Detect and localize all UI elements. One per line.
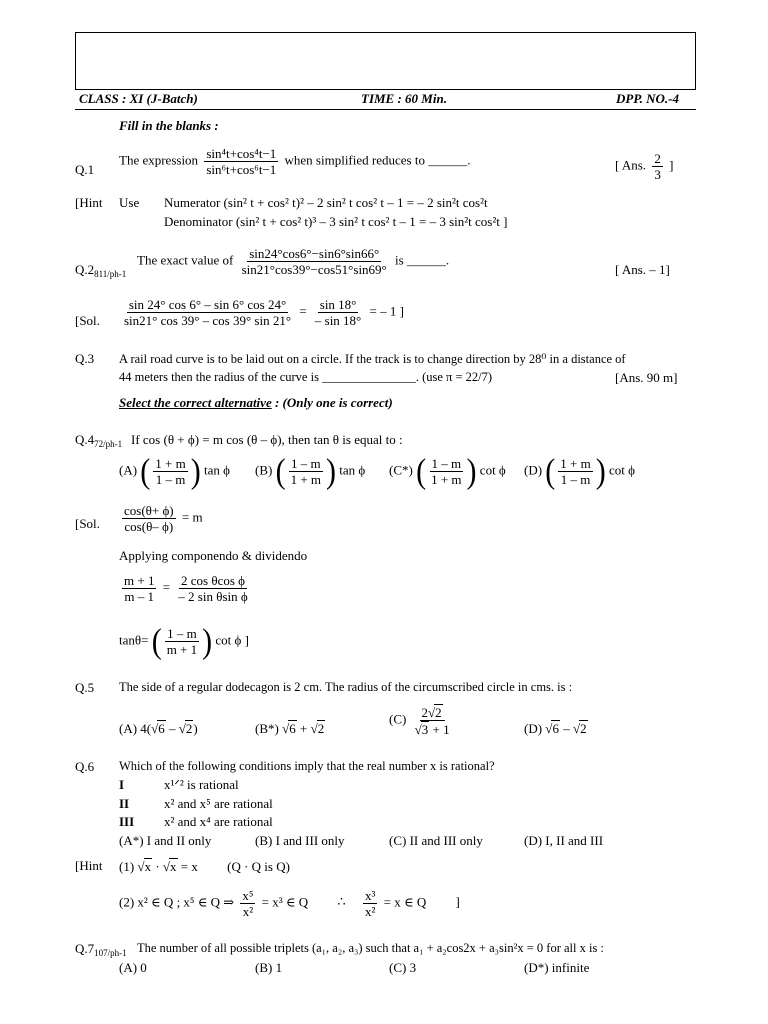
q4-opt-d-label: (D) — [524, 462, 543, 478]
hint1-label: [Hint — [75, 195, 103, 210]
hint6-l2f: ] — [455, 894, 460, 910]
q4-opt-c-num: 1 – m — [431, 456, 462, 471]
hint1-line2: Denominator (sin² t + cos² t)³ – 3 sin² t cos² t – 1 = – 3 sin²t cos²t ] — [164, 214, 508, 229]
q1-fraction — [204, 146, 278, 177]
q1-ans-num: 2 — [654, 151, 661, 166]
q4-text: If cos (θ + ϕ) = m cos (θ – ϕ), then tan θ is equal to : — [131, 432, 403, 447]
q1-answer — [615, 151, 673, 182]
q4-opt-b-num: 1 – m — [291, 456, 321, 471]
sol4-num2: m + 1 — [124, 573, 155, 588]
q4-opt-c-fn: cot ϕ — [479, 462, 506, 478]
sol2-body — [119, 297, 404, 328]
q5-opt-a-root1: 6 — [158, 721, 165, 736]
q1-ans-frac — [652, 151, 663, 182]
q7-option-c: (C) 3 — [389, 960, 417, 975]
hint6-l1a: (1) — [119, 859, 135, 874]
q4-opt-a-expr: ( $\frac{1 + m}{1 - m}$ ) — [140, 451, 201, 490]
q4-tag: 72/ph-1 — [94, 439, 123, 449]
q6-option-b: (B) I and III only — [255, 833, 345, 848]
hint6-l2b: = x³ ∈ Q — [261, 894, 309, 910]
q5-opt-b-label: (B*) — [255, 721, 279, 736]
q4-opt-a-num: 1 + m — [155, 456, 186, 471]
q5-opt-b-root2: 2 — [317, 721, 325, 736]
q1-ans-den: 3 — [654, 167, 661, 182]
q7-tag: 107/ph-1 — [94, 948, 127, 958]
q2-fraction — [240, 246, 389, 277]
q5-opt-d-label: (D) — [524, 721, 543, 736]
sol2-den1: sin21° cos 39° – cos 39° sin 21° — [124, 313, 292, 328]
q2-number — [75, 262, 126, 278]
q4-opt-c-den: 1 + m — [431, 472, 462, 487]
q4-opt-a-label: (A) — [119, 462, 138, 478]
section-correct-alternative — [119, 395, 393, 411]
q4-opt-c-expr: ( $\frac{1 - m}{1 + m}$ ) — [416, 451, 477, 490]
sol4-eq1: = m — [181, 509, 203, 525]
q6-option-c: (C) II and III only — [389, 833, 483, 848]
hint6-root2: x — [170, 859, 177, 874]
q5-opt-d-root2: 2 — [580, 721, 587, 736]
q7-no: Q.7 — [75, 941, 95, 956]
sol2-num2: sin 18° — [319, 297, 357, 312]
q5-opt-c-label: (C) — [389, 711, 407, 727]
q4-opt-c-label: (C*) — [389, 462, 413, 478]
sol4-frac2 — [122, 573, 156, 604]
q5-opt-c-num-root: 2 — [435, 705, 442, 720]
q5-opt-a-label: (A) 4( — [119, 721, 152, 736]
q5-option-b: (B*) √6 + √2 — [255, 721, 325, 736]
hint6-l1b: = x — [180, 859, 198, 874]
q4-opt-d-fn: cot ϕ — [609, 462, 635, 478]
q1-num: sin⁴t+cos⁴t−1 — [206, 146, 277, 161]
q4-opt-a-fn: tan ϕ — [204, 462, 230, 478]
q6-option-a: (A*) I and II only — [119, 833, 212, 848]
sol4-label: [Sol. — [75, 516, 100, 531]
hint6-l2d2: x² — [364, 904, 376, 919]
q2-tag: 811/ph-1 — [94, 269, 127, 279]
q4-opt-b-fn: tan ϕ — [339, 462, 366, 478]
sol4-apply: Applying componendo & dividendo — [119, 548, 308, 563]
q2-text-b: is ______. — [395, 252, 450, 268]
sol4-tan: tanθ= — [119, 632, 149, 648]
hint6-l2a: (2) x² ∈ Q ; x⁵ ∈ Q ⇒ — [119, 894, 235, 910]
sol4-frac1 — [122, 503, 176, 534]
sol4-step3 — [119, 621, 249, 660]
q6-item2-num: II — [119, 796, 130, 811]
q5-opt-c-num: 2√2 — [420, 704, 445, 721]
q4-no: Q.4 — [75, 432, 95, 447]
header-box — [75, 32, 696, 90]
q7-number — [75, 941, 127, 957]
q1-ans-label: [ Ans. — [615, 157, 647, 173]
hint6-frac2 — [363, 888, 377, 919]
q4-number — [75, 432, 122, 448]
hint6-line2 — [119, 888, 460, 919]
q5-opt-c-frac — [413, 704, 452, 737]
q5-opt-b-root1: 6 — [289, 721, 296, 736]
hint6-root1: x — [144, 859, 152, 874]
q4-opt-a-den: 1 – m — [155, 472, 186, 487]
sol4-num4: 1 – m — [167, 626, 197, 641]
sol2-label: [Sol. — [75, 313, 100, 328]
sol2-frac1 — [122, 297, 293, 328]
sol4-step2: $\frac{m + 1}{m - 1}$ = $\frac{\text{2 cos θcos ϕ}}{\text{– 2 sin θsin ϕ}}$ — [124, 573, 248, 604]
q4-opt-d-den: 1 – m — [560, 472, 591, 487]
q3-number: Q.3 — [75, 351, 95, 366]
hint6-line1: (1) √x · √x = x (Q · Q is Q) — [119, 859, 290, 874]
q6-item1-text: x¹ᐟ² is rational — [164, 777, 239, 792]
sol4-den1: cos(θ– ϕ) — [124, 519, 174, 534]
q3-line1: A rail road curve is to be laid out on a circle. If the track is to change direction by 28⁰ in a distance of — [119, 352, 626, 366]
q1-body — [119, 146, 470, 177]
q6-option-d: (D) I, II and III — [524, 833, 604, 848]
q5-option-a: (A) 4(√6 – √2) — [119, 721, 198, 736]
q3-line2: 44 meters then the radius of the curve is _______________. (use π = 22/7) — [119, 370, 493, 384]
q6-item3-num: III — [119, 814, 135, 829]
header-row — [75, 89, 696, 110]
q5-opt-c-den-b: + 1 — [429, 722, 450, 737]
q5-text: The side of a regular dodecagon is 2 cm. The radius of the circumscribed circle in cms. is : — [119, 680, 573, 694]
q1-text-b: when simplified reduces to ______. — [284, 152, 471, 168]
q7-option-d: (D*) infinite — [524, 960, 590, 975]
q5-option-c — [389, 704, 455, 737]
hint1-use: Use — [119, 195, 140, 210]
q5-option-d: (D) √6 – √2 — [524, 721, 587, 736]
sol4-paren: ( $\frac{1 - m}{m + 1}$ ) — [151, 621, 213, 660]
q7-option-b: (B) 1 — [255, 960, 283, 975]
q4-option-c — [389, 451, 506, 490]
q4-opt-d-expr: ( $\frac{1 + m}{1 - m}$ ) — [545, 451, 606, 490]
q2-text: The exact value of — [137, 252, 234, 268]
hint6-l1c: (Q · Q is Q) — [227, 859, 290, 874]
q7-option-a: (A) 0 — [119, 960, 147, 975]
q2-den: sin21°cos39°−cos51°sin69° — [241, 262, 387, 277]
q6-text: Which of the following conditions imply that the real number x is rational? — [119, 759, 495, 773]
sol2-rest: = – 1 ] — [369, 303, 404, 319]
section2-b: : (Only one is correct) — [271, 395, 393, 410]
sol4-den3: – 2 sin θsin ϕ — [178, 589, 248, 604]
sol2-eq: = — [299, 303, 307, 319]
sol2-num1: sin 24° cos 6° – sin 6° cos 24° — [128, 297, 287, 312]
sol4-end: cot ϕ ] — [215, 632, 249, 648]
hint6-l2n: x⁵ — [242, 888, 254, 903]
hint6-label: [Hint — [75, 858, 103, 873]
q4-option-d — [524, 451, 635, 490]
q3-answer: [Ans. 90 m] — [615, 370, 678, 385]
section-fill-blanks: Fill in the blanks : — [119, 118, 219, 133]
time-label: TIME : 60 Min. — [361, 91, 447, 106]
sol4-den2: m – 1 — [124, 589, 155, 604]
q7-text: The number of all possible triplets (a₁, a₂, a₃) such that a₁ + a₂cos2x + a₃sin²x = 0 for all x is : — [137, 941, 604, 955]
q2-answer: [ Ans. – 1] — [615, 262, 670, 277]
q5-opt-c-num-a: 2 — [421, 705, 429, 720]
q2-no: Q.2 — [75, 262, 95, 277]
q2-num: sin24°cos6°−sin6°sin66° — [249, 246, 380, 261]
q6-item1-num: I — [119, 777, 125, 792]
q1-text: The expression — [119, 152, 199, 168]
q4-option-a — [119, 451, 230, 490]
q5-opt-c-den: √3 + 1 — [414, 722, 450, 737]
q4-opt-b-label: (B) — [255, 462, 273, 478]
sol2-frac2 — [313, 297, 363, 328]
q1-number: Q.1 — [75, 162, 95, 177]
dpp-label: DPP. NO.-4 — [616, 91, 679, 106]
q5-opt-a-root2: 2 — [185, 721, 193, 736]
q4-opt-b-expr: ( $\frac{1 - m}{1 + m}$ ) — [275, 451, 337, 490]
sol2-den2: – sin 18° — [314, 313, 362, 328]
q5-number: Q.5 — [75, 680, 95, 695]
q4-option-b — [255, 451, 366, 490]
q5-opt-c-den-root: 3 — [421, 722, 429, 737]
sol4-den4: m + 1 — [166, 642, 198, 657]
q1-ans-close: ] — [669, 157, 674, 173]
sol4-step1 — [119, 503, 203, 534]
q4-opt-d-num: 1 + m — [560, 456, 591, 471]
hint6-l2c: ∴ — [337, 894, 346, 910]
q6-item3-text: x² and x⁴ are rational — [164, 814, 273, 829]
section2-u: Select the correct alternative — [119, 395, 272, 410]
hint6-l2n2: x³ — [364, 888, 376, 903]
q2-body — [137, 246, 449, 277]
sol4-num3: 2 cos θcos ϕ — [181, 573, 245, 588]
sol4-frac3 — [176, 573, 249, 604]
hint1-line1: Numerator (sin² t + cos² t)² – 2 sin² t cos² t – 1 = – 2 sin²t cos²t — [164, 195, 488, 210]
class-label: CLASS : XI (J-Batch) — [79, 91, 198, 106]
q5-opt-d-root1: 6 — [552, 721, 559, 736]
q1-den: sin⁶t+cos⁶t−1 — [206, 162, 277, 177]
hint6-l2e: = x ∈ Q — [383, 894, 427, 910]
q6-number: Q.6 — [75, 759, 95, 774]
q6-item2-text: x² and x⁵ are rational — [164, 796, 273, 811]
sol4-num1: cos(θ+ ϕ) — [124, 503, 174, 518]
hint6-l2d: x² — [242, 904, 254, 919]
q4-opt-b-den: 1 + m — [290, 472, 322, 487]
hint6-frac1 — [240, 888, 255, 919]
